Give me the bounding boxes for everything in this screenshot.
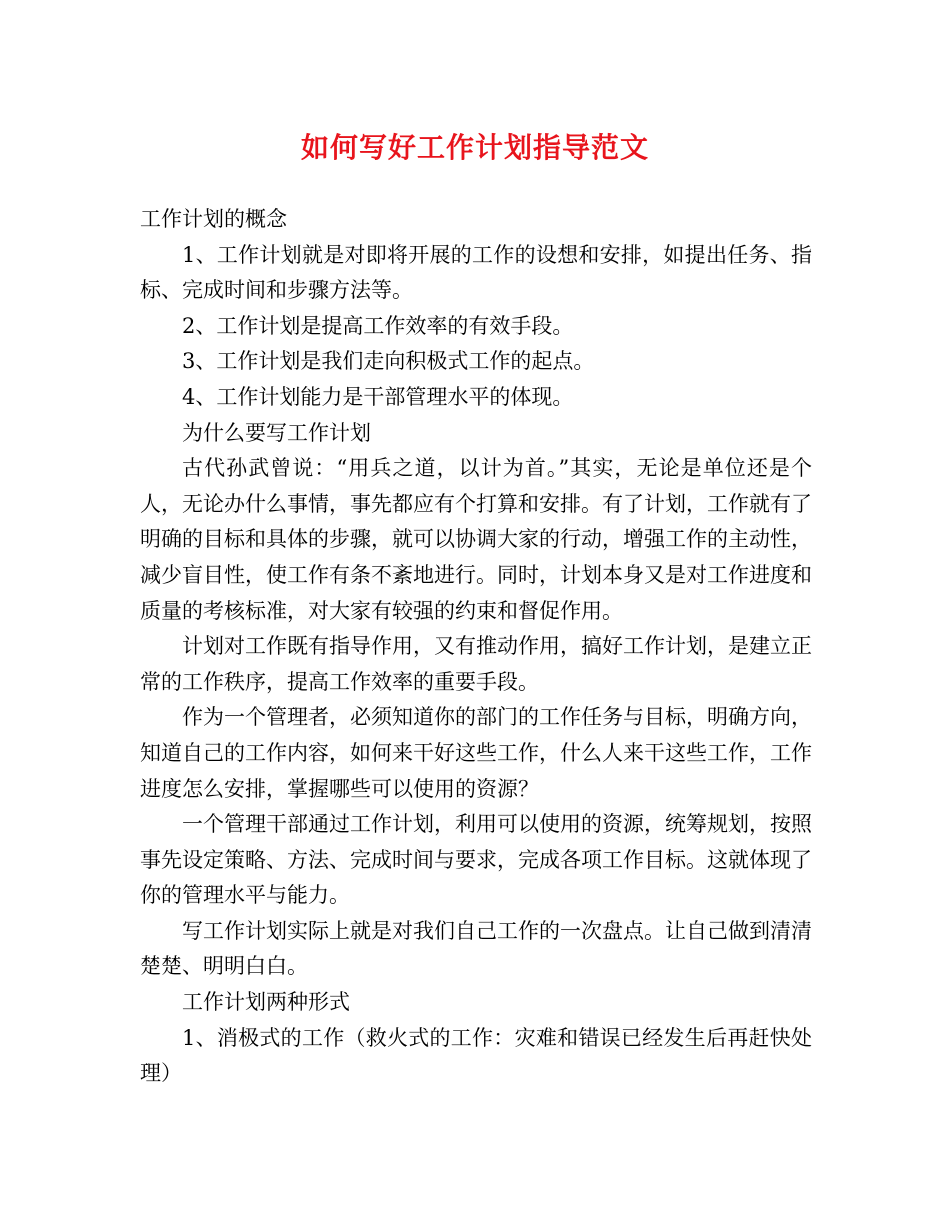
document-body [140,202,812,1092]
paragraph: 3、工作计划是我们走向积极式工作的起点。 [182,349,595,374]
paragraph-heading-concept: 工作计划的概念 [140,207,287,231]
paragraph-heading-forms: 工作计划两种形式 [182,990,350,1015]
paragraph-heading-why: 为什么要写工作计划 [182,420,371,445]
document-title: 如何写好工作计划指导范文 [300,131,649,164]
paragraph: 古代孙武曾说：“用兵之道，以计为首。”其实，无论是单位还是个人，无论办什么事情，事先都应有个打算和安排。有了计划，工作就有了明确的目标和具体的步骤，就可以协调大家的行动，增强工作的主动性，减少盲目性，使工作有条不紊地进行。同时，计划本身又是对工作进度和质量的考核标准，对大家有较强的约束和督促作用。 [140,456,812,623]
paragraph: 1、消极式的工作（救火式的工作：灾难和错误已经发生后再赶快处理） [140,1025,812,1086]
paragraph: 一个管理干部通过工作计划，利用可以使用的资源，统筹规划，按照事先设定策略、方法、完成时间与要求，完成各项工作目标。这就体现了你的管理水平与能力。 [140,812,812,908]
paragraph: 作为一个管理者，必须知道你的部门的工作任务与目标，明确方向，知道自己的工作内容，如何来干好这些工作，什么人来干这些工作，工作进度怎么安排，掌握哪些可以使用的资源？ [140,705,812,801]
paragraph: 2、工作计划是提高工作效率的有效手段。 [182,313,574,338]
paragraph: 4、工作计划能力是干部管理水平的体现。 [182,384,574,409]
paragraph: 计划对工作既有指导作用，又有推动作用，搞好工作计划，是建立正常的工作秩序，提高工作效率的重要手段。 [140,634,812,694]
paragraph: 1、工作计划就是对即将开展的工作的设想和安排，如提出任务、指标、完成时间和步骤方法等。 [140,242,812,303]
paragraph: 写工作计划实际上就是对我们自己工作的一次盘点。让自己做到清清楚楚、明明白白。 [140,918,812,979]
